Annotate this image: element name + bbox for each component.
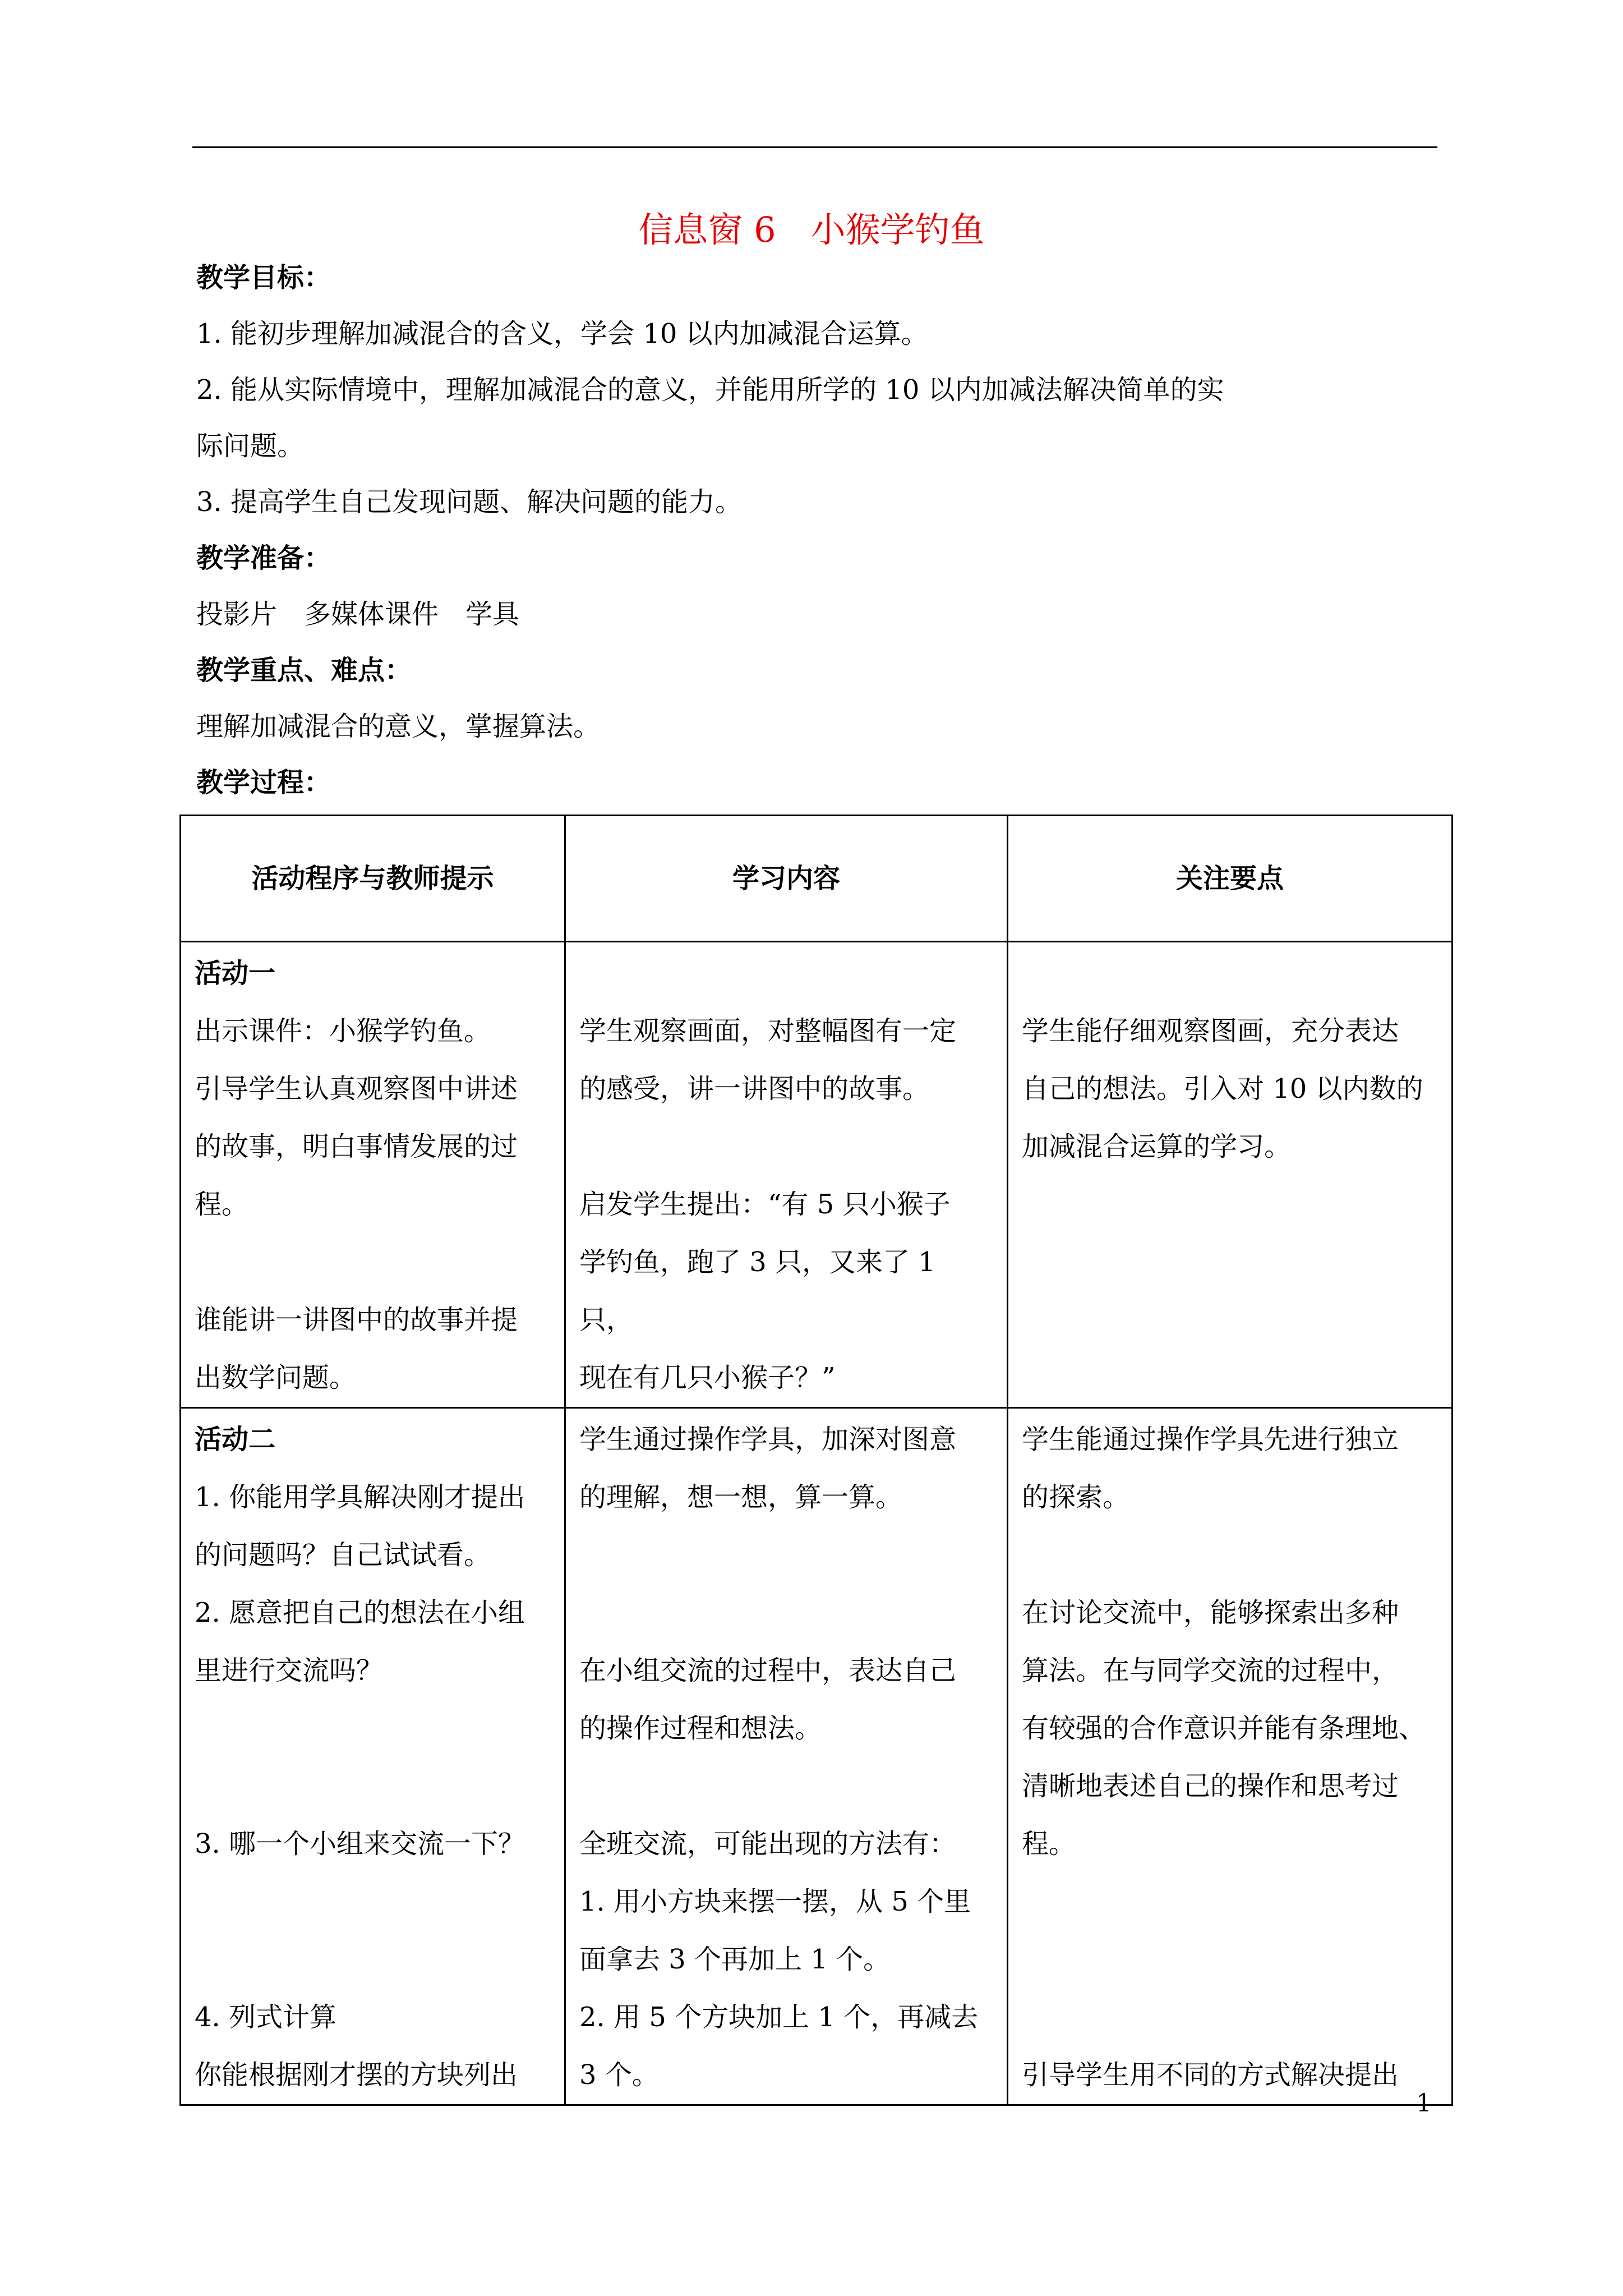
cell-line: 2. 愿意把自己的想法在小组 — [195, 1597, 525, 1628]
cell-line: 里进行交流吗？ — [195, 1655, 384, 1686]
cell-line: 的理解，想一想，算一算。 — [579, 1481, 903, 1513]
activity1-col3 — [1008, 942, 1453, 1408]
cell-line: 学生观察画面，对整幅图有一定 — [579, 1015, 957, 1047]
header-content: 学习内容 — [565, 816, 1008, 942]
goals-section — [196, 250, 1430, 811]
goal-item: 2. 能从实际情境中，理解加减混合的意义，并能用所学的 10 以内加减法解决简单的实 — [196, 374, 1224, 406]
focus-text: 理解加减混合的意义，掌握算法。 — [196, 711, 601, 742]
cell-line: 程。 — [1022, 1828, 1076, 1860]
blank-line — [579, 1118, 993, 1176]
cell-line: 4. 列式计算 — [195, 2001, 337, 2033]
header-rule — [192, 146, 1437, 148]
blank-line — [1022, 1989, 1438, 2046]
page-number: 1 — [1416, 2089, 1432, 2118]
goal-item: 1. 能初步理解加减混合的含义，学会 10 以内加减混合运算。 — [196, 318, 928, 349]
cell-line: 有较强的合作意识并能有条理地、 — [1022, 1713, 1426, 1744]
blank-line — [579, 1526, 993, 1584]
cell-line: 谁能讲一讲图中的故事并提 — [195, 1304, 518, 1336]
cell-line: 的探索。 — [1022, 1481, 1130, 1513]
cell-line: 程。 — [195, 1189, 249, 1220]
activity1-col1 — [181, 942, 565, 1408]
cell-line: 自己的想法。引入对 10 以内数的 — [1022, 1073, 1423, 1105]
process-heading: 教学过程： — [196, 767, 331, 798]
cell-line: 的故事，明白事情发展的过 — [195, 1131, 518, 1162]
blank-line — [579, 945, 993, 1002]
prep-text: 投影片 多媒体课件 学具 — [196, 599, 520, 630]
cell-line: 算法。在与同学交流的过程中， — [1022, 1655, 1399, 1686]
cell-line: 现在有几只小猴子？” — [579, 1362, 836, 1393]
blank-line — [195, 1700, 551, 1757]
cell-line: 启发学生提出：“有 5 只小猴子 — [579, 1189, 951, 1220]
cell-line: 学生通过操作学具，加深对图意 — [579, 1424, 957, 1455]
cell-line: 引导学生用不同的方式解决提出 — [1022, 2059, 1399, 2091]
activity2-title: 活动二 — [195, 1424, 276, 1455]
goal-item: 际问题。 — [196, 430, 305, 462]
table-row-activity1 — [181, 942, 1453, 1408]
goals-heading: 教学目标： — [196, 262, 331, 293]
cell-line: 学生能通过操作学具先进行独立 — [1022, 1424, 1399, 1455]
blank-line — [1022, 1931, 1438, 1989]
activity2-col2 — [565, 1408, 1008, 2105]
prep-heading: 教学准备： — [196, 542, 331, 574]
blank-line — [579, 1584, 993, 1642]
cell-line: 出数学问题。 — [195, 1362, 357, 1393]
cell-line: 的感受，讲一讲图中的故事。 — [579, 1073, 930, 1105]
cell-line: 你能根据刚才摆的方块列出 — [195, 2059, 518, 2091]
activity2-col1 — [181, 1408, 565, 2105]
blank-line — [195, 1931, 551, 1989]
cell-line: 的问题吗？自己试试看。 — [195, 1539, 491, 1571]
cell-line: 在讨论交流中，能够探索出多种 — [1022, 1597, 1399, 1628]
blank-line — [1022, 1526, 1438, 1584]
cell-line: 的操作过程和想法。 — [579, 1713, 822, 1744]
cell-line: 1. 你能用学具解决刚才提出 — [195, 1481, 525, 1513]
blank-line — [1022, 1873, 1438, 1931]
header-activity: 活动程序与教师提示 — [181, 816, 565, 942]
blank-line — [195, 1757, 551, 1815]
goal-item: 3. 提高学生自己发现问题、解决问题的能力。 — [196, 486, 743, 518]
cell-line: 3 个。 — [579, 2059, 659, 2091]
cell-line: 学生能仔细观察图画，充分表达 — [1022, 1015, 1399, 1047]
cell-line: 引导学生认真观察图中讲述 — [195, 1073, 518, 1105]
blank-line — [579, 1757, 993, 1815]
cell-line: 1. 用小方块来摆一摆，从 5 个里 — [579, 1886, 971, 1917]
cell-line: 在小组交流的过程中，表达自己 — [579, 1655, 957, 1686]
cell-line: 面拿去 3 个再加上 1 个。 — [579, 1944, 891, 1975]
activity2-col3 — [1008, 1408, 1453, 2105]
cell-line: 学钓鱼，跑了 3 只，又来了 1 只， — [579, 1246, 935, 1336]
cell-line: 全班交流，可能出现的方法有： — [579, 1828, 957, 1860]
cell-line: 清晰地表述自己的操作和思考过 — [1022, 1770, 1399, 1802]
cell-line: 加减混合运算的学习。 — [1022, 1131, 1292, 1162]
page-title: 信息窗 6 小猴学钓鱼 — [638, 209, 985, 250]
header-focus-points: 关注要点 — [1008, 816, 1453, 942]
blank-line — [195, 1873, 551, 1931]
table-header-row — [181, 816, 1453, 942]
table-row-activity2 — [181, 1408, 1453, 2105]
lesson-process-table — [179, 815, 1453, 2106]
blank-line — [195, 1234, 551, 1291]
activity1-col2 — [565, 942, 1008, 1408]
blank-line — [1022, 945, 1438, 1002]
cell-line: 2. 用 5 个方块加上 1 个，再减去 — [579, 2001, 979, 2033]
cell-line: 出示课件：小猴学钓鱼。 — [195, 1015, 491, 1047]
activity1-title: 活动一 — [195, 958, 276, 989]
cell-line: 3. 哪一个小组来交流一下？ — [195, 1828, 525, 1860]
focus-heading: 教学重点、难点： — [196, 655, 412, 686]
